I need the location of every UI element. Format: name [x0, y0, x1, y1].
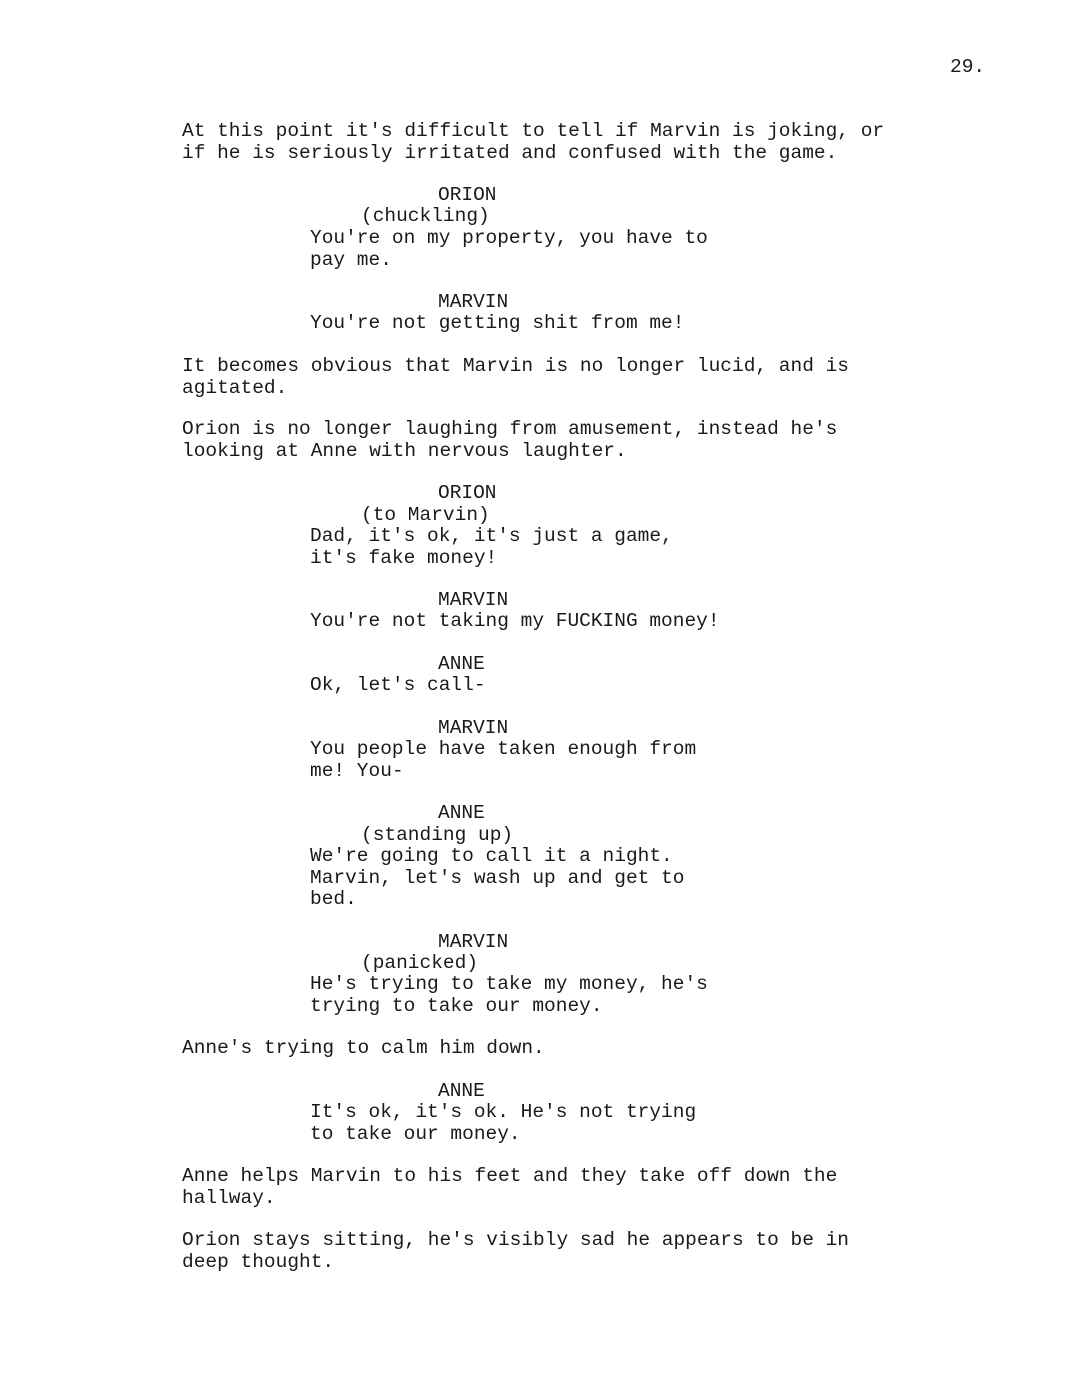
action-line: It becomes obvious that Marvin is no longer lucid, and is agitated. — [182, 355, 850, 399]
dialogue: We're going to call it a night. Marvin, let's wash up and get to bed. — [310, 845, 685, 910]
action-line: Orion is no longer laughing from amusement, instead he's looking at Anne with nervous laughter. — [182, 418, 838, 462]
character-name: ORION — [438, 184, 497, 206]
dialogue: You people have taken enough from me! You- — [310, 738, 697, 782]
dialogue: He's trying to take my money, he's trying to take our money. — [310, 973, 708, 1017]
dialogue: You're not getting shit from me! — [310, 312, 685, 334]
character-name: ANNE — [438, 653, 485, 675]
action-line: Anne helps Marvin to his feet and they take off down the hallway. — [182, 1165, 838, 1209]
character-name: MARVIN — [438, 717, 509, 739]
parenthetical: (chuckling) — [361, 205, 490, 227]
parenthetical: (standing up) — [361, 824, 514, 846]
character-name: ORION — [438, 482, 497, 504]
dialogue: Ok, let's call- — [310, 674, 486, 696]
action-line: Orion stays sitting, he's visibly sad he appears to be in deep thought. — [182, 1229, 850, 1273]
parenthetical: (to Marvin) — [361, 504, 490, 526]
character-name: MARVIN — [438, 589, 509, 611]
parenthetical: (panicked) — [361, 952, 479, 974]
character-name: MARVIN — [438, 291, 509, 313]
dialogue: You're not taking my FUCKING money! — [310, 610, 720, 632]
character-name: ANNE — [438, 802, 485, 824]
character-name: ANNE — [438, 1080, 485, 1102]
action-line: Anne's trying to calm him down. — [182, 1037, 545, 1059]
action-line: At this point it's difficult to tell if Marvin is joking, or if he is seriously irritated and confused with the game. — [182, 120, 885, 164]
character-name: MARVIN — [438, 931, 509, 953]
dialogue: It's ok, it's ok. He's not trying to take our money. — [310, 1101, 697, 1145]
dialogue: Dad, it's ok, it's just a game, it's fake money! — [310, 525, 673, 569]
dialogue: You're on my property, you have to pay me. — [310, 227, 708, 271]
page-number: 29. — [950, 56, 986, 78]
